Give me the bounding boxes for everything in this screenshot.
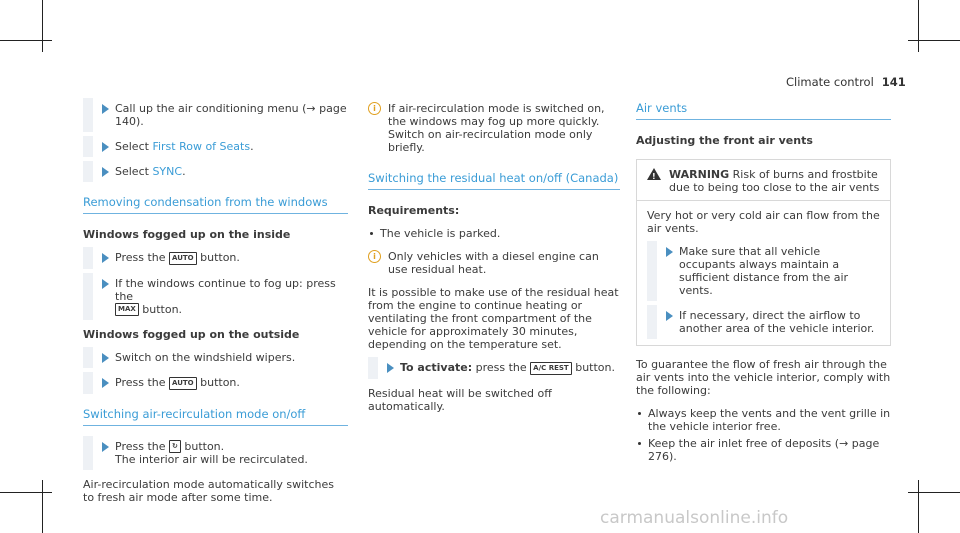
crop-mark xyxy=(908,40,960,41)
crop-mark xyxy=(42,0,43,52)
step-text: button. xyxy=(138,302,183,316)
note-text: If air-recirculation mode is switched on, the windows may fog up more quickly. Switch on air-recirculation mode only briefly. xyxy=(388,102,605,154)
arrow-icon xyxy=(102,378,109,388)
step-text: Select xyxy=(115,140,153,153)
step-text: Press the xyxy=(115,251,169,264)
page-number: 141 xyxy=(881,75,906,89)
step-text: button. xyxy=(571,361,615,374)
crop-mark xyxy=(0,40,52,41)
left-column xyxy=(83,102,348,504)
step-text: press the xyxy=(472,361,531,374)
step xyxy=(83,376,348,390)
section-heading: Switching the residual heat on/off (Canada) xyxy=(368,172,620,190)
arrow-icon xyxy=(102,442,109,452)
crop-mark xyxy=(0,492,52,493)
subheading: Adjusting the front air vents xyxy=(636,134,813,147)
menu-link-sync[interactable]: SYNC xyxy=(152,165,183,178)
header-title: Climate control xyxy=(786,75,874,89)
step xyxy=(83,277,348,317)
arrow-icon xyxy=(102,104,109,114)
warning-label: WARNING xyxy=(669,168,730,181)
warning-text: Risk of burns and frostbite due to being too close to the air vents xyxy=(669,168,880,194)
paragraph: To guarantee the flow of fresh air through the air vents into the vehicle interior, comply with the following: xyxy=(636,358,891,397)
info-icon: i xyxy=(368,102,381,115)
watermark: carmanualsonline.info xyxy=(600,508,789,528)
step xyxy=(83,351,348,364)
step-text: . xyxy=(182,165,186,178)
note xyxy=(368,102,620,154)
arrow-icon xyxy=(666,247,673,257)
step-text: Make sure that all vehicle occupants always maintain a sufficient distance from the air vents. xyxy=(679,245,849,297)
step xyxy=(368,361,620,375)
step-text: button. xyxy=(196,251,240,264)
arrow-icon xyxy=(102,142,109,152)
paragraph: Very hot or very cold air can flow from the air vents. xyxy=(647,209,880,235)
crop-mark xyxy=(42,480,43,533)
paragraph: It is possible to make use of the residual heat from the engine to continue heating or ventilating the front compartment of the vehicle for approximately 30 minutes, depending on the temperature set. xyxy=(368,286,619,351)
section-heading: Removing condensation from the windows xyxy=(83,196,348,214)
step-text: Switch on the windshield wipers. xyxy=(115,351,296,364)
step-text: Press the xyxy=(115,439,169,453)
arrow-icon xyxy=(102,279,109,289)
subheading: Windows fogged up on the outside xyxy=(83,328,300,341)
step xyxy=(83,440,348,467)
step xyxy=(83,251,348,265)
step-text: Select xyxy=(115,165,153,178)
step xyxy=(83,102,348,128)
step xyxy=(647,245,880,297)
step-text: The interior air will be recirculated. xyxy=(115,453,308,466)
subheading: Windows fogged up on the inside xyxy=(83,228,291,241)
page-header xyxy=(786,75,906,89)
section-heading: Air vents xyxy=(636,102,891,120)
list-item: The vehicle is parked. xyxy=(368,227,620,240)
step-text: button. xyxy=(196,376,240,389)
step-text: button. xyxy=(180,439,225,453)
warning-body xyxy=(637,201,890,345)
warning-box xyxy=(636,159,891,346)
section-heading: Switching air-recirculation mode on/off xyxy=(83,408,348,426)
arrow-icon xyxy=(387,363,394,373)
info-icon: i xyxy=(368,250,381,263)
crop-mark xyxy=(918,0,919,52)
step xyxy=(83,165,348,178)
crop-mark xyxy=(918,480,919,533)
defrost-max-key-icon: MAX xyxy=(115,303,139,316)
recirculation-key-icon: ↻ xyxy=(169,440,181,453)
crop-mark xyxy=(908,492,960,493)
auto-key-icon: AUTO xyxy=(169,377,197,390)
ac-rest-key-icon: A/C REST xyxy=(530,362,572,375)
step-text: Call up the air conditioning menu (→ page 140). xyxy=(115,102,347,128)
warning-icon: ! xyxy=(647,168,661,180)
arrow-icon xyxy=(666,311,673,321)
step-text: If the windows continue to fog up: press the xyxy=(115,276,336,303)
step-text: If necessary, direct the airflow to another area of the vehicle interior. xyxy=(679,309,875,335)
menu-link-first-row[interactable]: First Row of Seats xyxy=(152,140,251,153)
arrow-icon xyxy=(102,353,109,363)
step-text: . xyxy=(250,140,254,153)
auto-key-icon: AUTO xyxy=(169,252,197,265)
list-item: Keep the air inlet free of deposits (→ page 276). xyxy=(636,437,891,463)
list-item: Always keep the vents and the vent grille in the vehicle interior free. xyxy=(636,407,891,433)
step xyxy=(83,140,348,153)
requirements-title: Requirements: xyxy=(368,204,460,217)
note-text: Only vehicles with a diesel engine can use residual heat. xyxy=(388,250,599,276)
warning-header xyxy=(637,160,890,201)
note xyxy=(368,250,620,276)
right-column xyxy=(636,102,891,463)
step-label: To activate: xyxy=(400,361,473,374)
arrow-icon xyxy=(102,167,109,177)
middle-column xyxy=(368,102,620,413)
step-text: Press the xyxy=(115,376,169,389)
paragraph: Residual heat will be switched off automatically. xyxy=(368,386,552,413)
arrow-icon xyxy=(102,253,109,263)
paragraph: Air-recirculation mode automatically switches to fresh air mode after some time. xyxy=(83,478,334,504)
step xyxy=(647,309,880,335)
